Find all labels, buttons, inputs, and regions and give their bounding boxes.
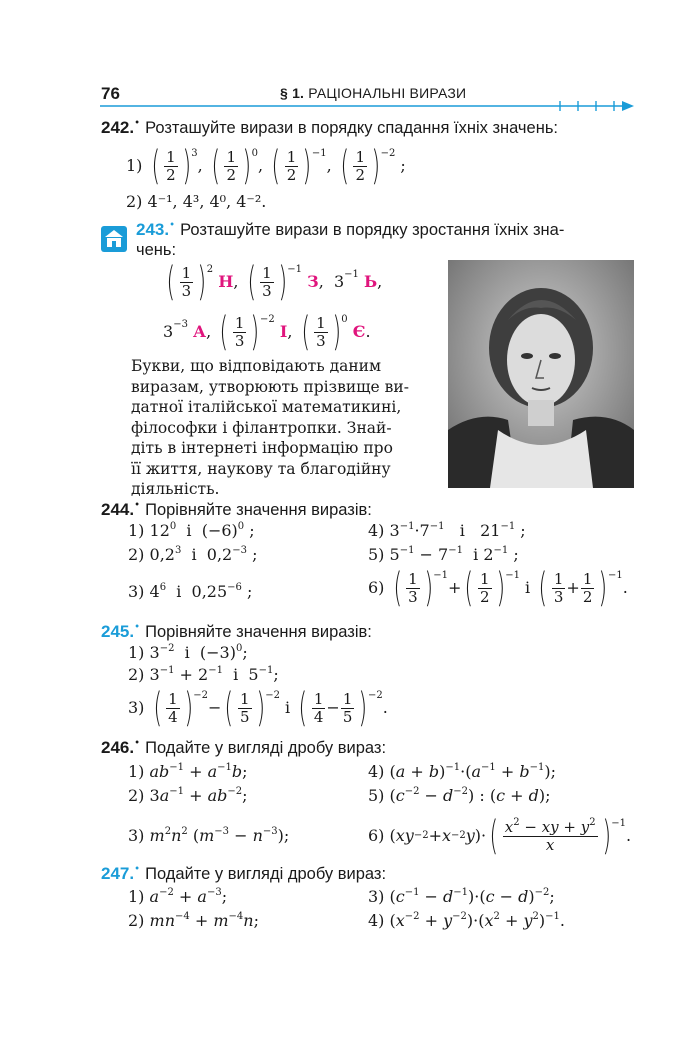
item-246-6: 6) ( xy −2 + x −2 y )· ( $\frac{x^2 - xy + y^2}{x}$ ) −1 . xyxy=(368,813,632,859)
item-245-1: 1) $3^{-2}$ і $(-3)^0$; xyxy=(128,643,248,662)
home-icon xyxy=(101,226,127,252)
problem-243-title: 243.• Розташуйте вирази в порядку зростання їхніх зна- xyxy=(136,220,565,239)
portrait-image xyxy=(448,260,634,488)
item-247-2: 2) $mn^{-4} + m^{-4}n$; xyxy=(128,911,259,930)
problem-247-title: 247.• Подайте у вигляді дробу вираз: xyxy=(101,864,387,883)
item-244-1: 1) $12^0$ і $(-6)^0$ ; xyxy=(128,521,255,540)
item-244-5: 5) $5^{-1} - 7^{-1}$ і $2^{-1}$ ; xyxy=(368,545,519,564)
item-245-3: 3) ( $\frac{1}{4}$ ) −2 − ( $\frac{1}{5}$ ) −2 і ( $\frac{1}{4}$ − $\frac{1}{5}$ ) −2 . xyxy=(128,685,388,731)
letter-n: Н xyxy=(218,272,234,291)
problem-243-row2: 3 −3 А , ( $\frac{1}{3}$ ) −2 І , ( $\frac{1}{3}$ ) 0 Є . xyxy=(163,309,371,355)
letter-i: І xyxy=(279,322,288,341)
problem-text: Подайте у вигляді дробу вираз: xyxy=(145,865,387,883)
problem-text: Порівняйте значення виразів: xyxy=(145,501,372,519)
item-244-2: 2) $0,2^3$ і $0,2^{-3}$ ; xyxy=(128,545,258,564)
problem-number: 244. xyxy=(101,500,135,519)
problem-text: Розташуйте вирази в порядку зростання їхніх зна- xyxy=(180,221,565,239)
item-label: 1) xyxy=(126,156,143,175)
item-244-4: 4) $3^{-1}\cdot 7^{-1}$ і $21^{-1}$ ; xyxy=(368,521,526,540)
item-244-3: 3) $4^6$ і $0,25^{-6}$ ; xyxy=(128,582,253,601)
problem-245-title: 245.• Порівняйте значення виразів: xyxy=(101,622,372,641)
problem-244-title: 244.• Порівняйте значення виразів: xyxy=(101,500,372,519)
problem-243-text-line2: чень: xyxy=(136,241,177,259)
page-number: 76 xyxy=(101,84,120,103)
problem-242-item2: 2) 4⁻¹, 4³, 4⁰, 4⁻². xyxy=(126,192,267,211)
problem-243-row1: ( $\frac{1}{3}$ ) 2 Н , ( $\frac{1}{3}$ ) −1 З , 3 −1 Ь , xyxy=(166,259,383,305)
problem-number: 247. xyxy=(101,864,135,883)
item-246-4: 4) $(a + b)^{-1}\cdot(a^{-1} + b^{-1})$; xyxy=(368,762,556,781)
item-246-3: 3) $m^2n^2$ $(m^{-3} - n^{-3})$; xyxy=(128,826,290,845)
item-247-3: 3) $(c^{-1} - d^{-1})\cdot(c - d)^{-2}$; xyxy=(368,887,555,906)
item-247-4: 4) $(x^{-2} + y^{-2})\cdot(x^2 + y^2)^{-1}$. xyxy=(368,911,565,930)
item-246-5: 5) $(c^{-2} - d^{-2})$ : (c + d); xyxy=(368,786,551,805)
item-244-6: 6) ( $\frac{1}{3}$ ) −1 + ( $\frac{1}{2}$ ) −1 і ( $\frac{1}{3}$ + $\frac{1}{2}$ ) −1 . xyxy=(368,565,628,611)
problem-number: 243. xyxy=(136,220,170,239)
letter-ye: Є xyxy=(352,322,366,341)
problem-text: Порівняйте значення виразів: xyxy=(145,623,372,641)
problem-246-title: 246.• Подайте у вигляді дробу вираз: xyxy=(101,738,387,757)
item-246-1: 1) $ab^{-1} + a^{-1}b$; xyxy=(128,762,248,781)
star-mark: • xyxy=(134,118,140,129)
problem-242-title xyxy=(101,118,558,141)
problem-text: Подайте у вигляді дробу вираз: xyxy=(145,739,387,757)
item-247-1: 1) $a^{-2} + a^{-3}$; xyxy=(128,887,228,906)
problem-number: 242. xyxy=(101,118,135,137)
section-title: РАЦІОНАЛЬНІ ВИРАЗИ xyxy=(308,85,467,101)
problem-number: 246. xyxy=(101,738,135,757)
letter-a: А xyxy=(193,322,207,341)
section-number: § 1. xyxy=(280,85,305,101)
item-245-2: 2) $3^{-1} + 2^{-1}$ і $5^{-1}$; xyxy=(128,665,279,684)
letter-soft-sign: Ь xyxy=(363,272,378,291)
letter-z: З xyxy=(307,272,319,291)
problem-number: 245. xyxy=(101,622,135,641)
header-rule xyxy=(100,98,640,112)
problem-text: Розташуйте вирази в порядку спадання їхніх значень: xyxy=(145,119,558,137)
problem-243-paragraph: Букви, що відповідають даним виразам, утворюють прізвище ви- датної італійської математикині, філософки і філантропки. Знай- діть в інтернеті інформацію про її життя, наукову та благодійну діяльність. xyxy=(131,357,409,498)
problem-242-item1: 1) ( $\frac{1}{2}$ ) 3 , ( $\frac{1}{2}$ ) 0 , ( $\frac{1}{2}$ ) −1 , ( $\frac{1}{2}$ ) −2 ; xyxy=(126,143,406,189)
item-246-2: 2) $3a^{-1} + ab^{-2}$; xyxy=(128,786,248,805)
